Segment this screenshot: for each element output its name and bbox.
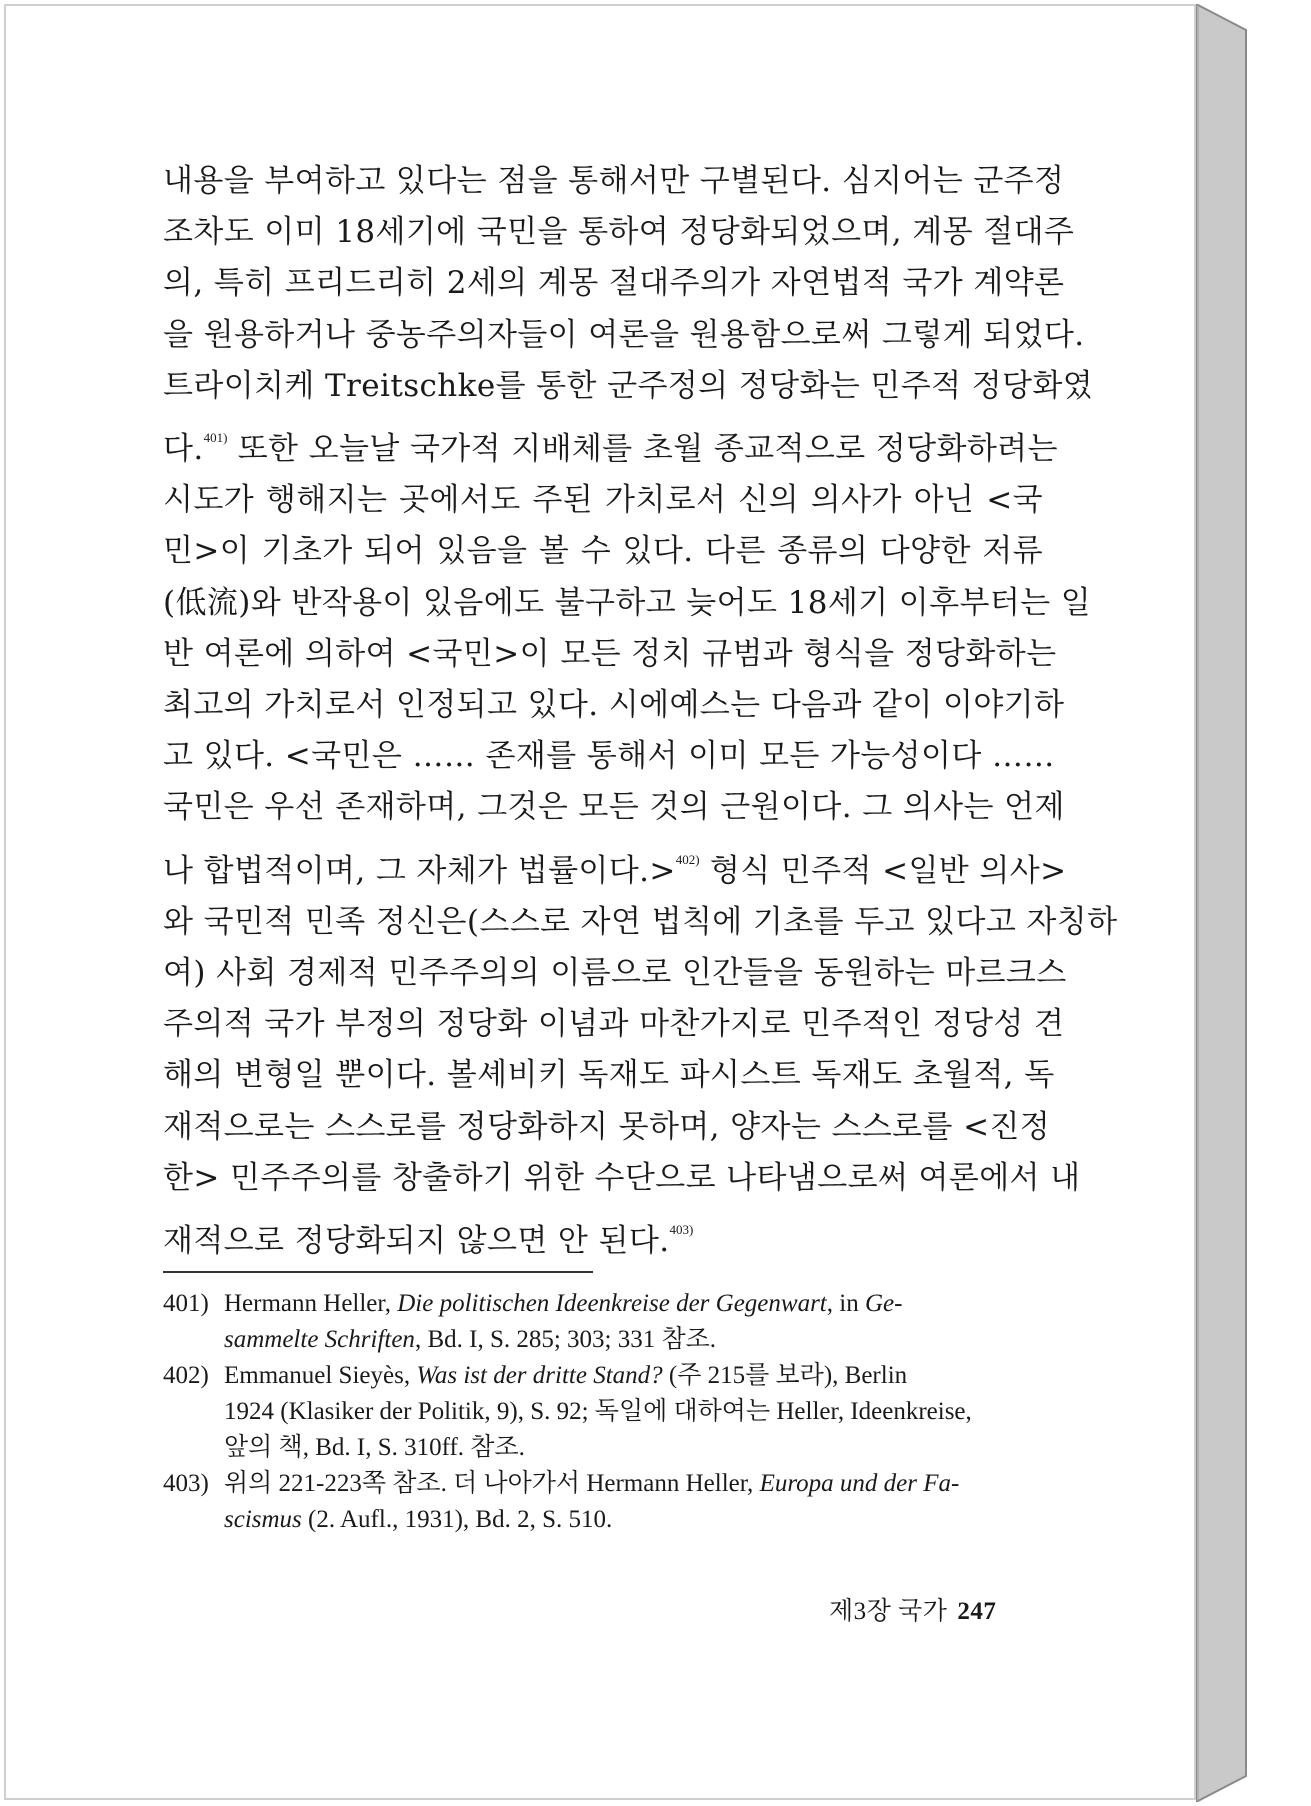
text-line: 내용을 부여하고 있다는 점을 통해서만 구별된다. 심지어는 군주정 (163, 163, 1065, 199)
footnote-title: scismus (224, 1506, 302, 1533)
text-line: 시도가 행해지는 곳에서도 주된 가치로서 신의 의사가 아닌 <국 (163, 482, 1043, 519)
text-line: 반 여론에 의하여 <국민>이 모든 정치 규범과 형식을 정당화하는 (163, 635, 1057, 672)
text-segment: 다. (163, 431, 204, 468)
page-number: 247 (957, 1598, 997, 1625)
spine-shape (1196, 4, 1246, 1802)
chapter-title: 제3장 국가 (829, 1598, 948, 1625)
footnote-line (224, 1286, 1049, 1322)
footnote-title: Die politischen Ideenkreise der Gegenwart (397, 1290, 827, 1317)
text-line: 한> 민주주의를 창출하기 위한 수단으로 나타냄으로써 여론에서 내 (163, 1159, 1081, 1196)
footnote-402 (163, 1358, 1049, 1466)
text-line: 의, 특히 프리드리히 2세의 계몽 절대주의가 자연법적 국가 계약론 (163, 265, 1065, 302)
footnote-line: 1924 (Klasiker der Politik, 9), S. 92; 독일에 대하여는 Heller, Ideenkreise, (224, 1398, 972, 1425)
footnote-title: Was ist der dritte Stand? (416, 1362, 663, 1389)
text-line: (低流)와 반작용이 있음에도 불구하고 늦어도 18세기 이후부터는 일 (163, 584, 1092, 621)
text-segment: 또한 오늘날 국가적 지배체를 초월 종교적으로 정당화하려는 (227, 431, 1058, 468)
footnote-divider (163, 1271, 593, 1273)
text-line: 트라이치케 Treitschke를 통한 군주정의 정당화는 민주적 정당화였 (163, 367, 1094, 404)
text-line: 을 원용하거나 중농주의자들이 여론을 원용함으로써 그렇게 되었다. (163, 316, 1085, 353)
footnote-line: 앞의 책, Bd. I, S. 310ff. 참조. (224, 1434, 525, 1461)
footnote-401 (163, 1286, 1049, 1358)
footnote-line (224, 1322, 1049, 1358)
footnote-line (224, 1466, 1049, 1502)
text-line: 와 국민적 민족 정신은(스스로 자연 법칙에 기초를 두고 있다고 자칭하 (163, 903, 1118, 940)
text-line: 주의적 국가 부정의 정당화 이념과 마찬가지로 민주적인 정당성 견 (163, 1006, 1065, 1043)
footnote-number: 402) (163, 1362, 209, 1389)
footnote-line (224, 1502, 1049, 1538)
footnote-ref-403: 403) (669, 1222, 694, 1238)
text-line (163, 1204, 1043, 1267)
text-line: 재적으로는 스스로를 정당화하지 못하며, 양자는 스스로를 <진정 (163, 1108, 1051, 1145)
footnote-number: 401) (163, 1290, 209, 1317)
text-line (163, 412, 1058, 475)
footnote-text: Emmanuel Sieyès, (224, 1362, 417, 1389)
text-line: 국민은 우선 존재하며, 그것은 모든 것의 근원이다. 그 의사는 언제 (163, 789, 1065, 826)
footnote-text: , in (826, 1290, 865, 1317)
footnote-line (224, 1358, 1049, 1394)
footnote-text: (2. Aufl., 1931), Bd. 2, S. 510. (301, 1506, 613, 1533)
footnote-text: 위의 221-223쪽 참조. 더 나아가서 Hermann Heller, (224, 1470, 760, 1497)
text-line: 고 있다. <국민은 …… 존재를 통해서 이미 모든 가능성이다 …… (163, 738, 1055, 775)
text-line: 해의 변형일 뿐이다. 볼셰비키 독재도 파시스트 독재도 초월적, 독 (163, 1057, 1055, 1094)
footnote-title: Europa und der Fa- (759, 1470, 960, 1497)
book-page (4, 4, 1196, 1800)
footnote-number: 403) (163, 1470, 209, 1497)
footnotes (163, 1286, 1049, 1538)
text-line: 최고의 가치로서 인정되고 있다. 시에예스는 다음과 같이 이야기하 (163, 687, 1065, 724)
text-segment: 재적으로 정당화되지 않으면 안 된다. (163, 1223, 670, 1260)
footnote-text: Hermann Heller, (224, 1290, 398, 1317)
text-line (163, 834, 1067, 897)
text-line: 민>이 기초가 되어 있음을 볼 수 있다. 다른 종류의 다양한 저류 (163, 533, 1043, 570)
body-text (163, 156, 1118, 1267)
text-line: 조차도 이미 18세기에 국민을 통하여 정당화되었으며, 계몽 절대주 (163, 214, 1075, 251)
footnote-ref-401: 401) (203, 430, 228, 446)
footnote-ref-402: 402) (675, 851, 700, 867)
text-line: 여) 사회 경제적 민주주의의 이름으로 인간들을 동원하는 마르크스 (163, 955, 1067, 992)
text-segment: 형식 민주적 <일반 의사> (699, 852, 1067, 889)
footnote-403 (163, 1466, 1049, 1538)
running-footer (829, 1591, 996, 1627)
footnote-title: sammelte Schriften (224, 1326, 415, 1353)
text-segment: 나 합법적이며, 그 자체가 법률이다.> (163, 852, 676, 889)
footnote-text: , Bd. I, S. 285; 303; 331 참조. (414, 1326, 717, 1353)
footnote-title: Ge- (864, 1290, 903, 1317)
footnote-text: (주 215를 보라), Berlin (662, 1362, 908, 1389)
